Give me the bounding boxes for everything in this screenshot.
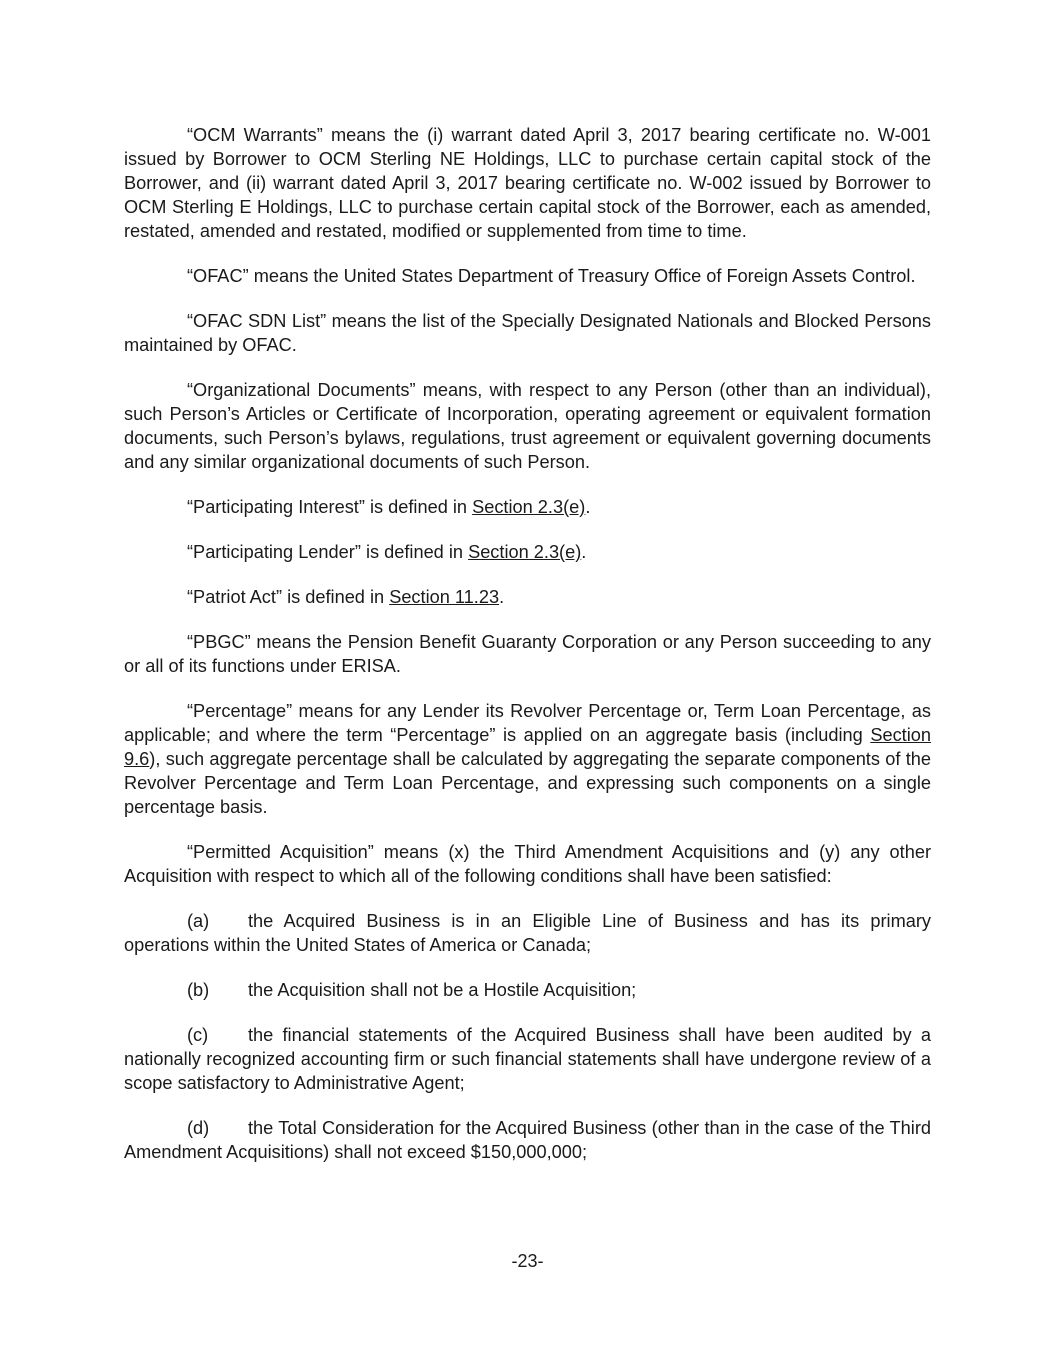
definition-percentage [124,699,931,819]
defined-term: “OCM Warrants” [187,125,323,145]
condition-text: the financial statements of the Acquired Business shall have been audited by a nationally recognized accounting firm or such financial statements shall have undergone review of a scope satisfactory to Administrative Agent; [124,1025,931,1093]
defined-term: “Participating Interest” [187,497,365,517]
definition-text-end: ), such aggregate percentage shall be calculated by aggregating the separate components of the Revolver Percentage and Term Loan Percentage, and expressing such components on a single percentage basis. [124,749,931,817]
defined-term: “Percentage” [187,701,293,721]
list-marker: (c) [187,1025,209,1045]
definition-text: means the list of the Specially Designated Nationals and Blocked Persons maintained by OFAC. [124,311,931,355]
definition-ofac-sdn-list [124,309,931,357]
definition-text: means (x) the Third Amendment Acquisitions and (y) any other Acquisition with respect to which all of the following conditions shall have been satisfied: [124,842,931,886]
condition-text: the Acquisition shall not be a Hostile Acquisition; [248,980,637,1000]
definition-organizational-documents [124,378,931,474]
definition-text-end: . [585,497,591,517]
defined-term: “OFAC” [187,266,249,286]
list-marker: (a) [187,911,210,931]
definition-text: is defined in [364,497,473,517]
list-marker: (b) [187,980,210,1000]
section-reference-link[interactable]: Section 2.3(e) [468,542,582,562]
definition-text-end: . [499,587,505,607]
definition-text: means the (i) warrant dated April 3, 2017 bearing certificate no. W-001 issued by Borrower to OCM Sterling NE Holdings, LLC to purchase certain capital stock of the Borrower, and (ii) warrant dated April 3, 2017 bearing certificate no. W-002 issued by Borrower to OCM Sterling E Holdings, LLC to purchase certain capital stock of the Borrower, each as amended, restated, amended and restated, modified or supplemented from time to time. [124,125,931,241]
definition-pbgc [124,630,931,678]
definition-text: means for any Lender its Revolver Percentage or, Term Loan Percentage, as applicable; and where the term “Percentage” is applied on an aggregate basis (including [124,701,931,745]
definition-text: is defined in [360,542,469,562]
defined-term: “Organizational Documents” [187,380,416,400]
condition-text: the Acquired Business is in an Eligible Line of Business and has its primary operations within the United States of America or Canada; [124,911,931,955]
definition-participating-lender [124,540,931,564]
section-reference-link[interactable]: Section 11.23 [389,587,500,607]
list-marker: (d) [187,1118,210,1138]
condition-text: the Total Consideration for the Acquired Business (other than in the case of the Third Amendment Acquisitions) shall not exceed $150,000,000; [124,1118,931,1162]
defined-term: “Participating Lender” [187,542,361,562]
definition-patriot-act [124,585,931,609]
definition-text: means the Pension Benefit Guaranty Corporation or any Person succeeding to any or all of its functions under ERISA. [124,632,931,676]
defined-term: “PBGC” [187,632,251,652]
definition-text-end: . [581,542,587,562]
definition-text: means, with respect to any Person (other than an individual), such Person’s Articles or Certificate of Incorporation, operating agreement or equivalent formation documents, such Person’s bylaws, regulations, trust agreement or equivalent governing documents and any similar organizational documents of such Person. [124,380,931,472]
definition-text: means the United States Department of Treasury Office of Foreign Assets Control. [248,266,916,286]
defined-term: “Patriot Act” [187,587,283,607]
condition-item-a [124,909,931,957]
page-number: -23- [511,1251,544,1271]
section-reference-link[interactable]: Section 2.3(e) [472,497,586,517]
condition-item-d [124,1116,931,1164]
definition-text: is defined in [282,587,390,607]
definition-ofac [124,264,931,288]
definition-participating-interest [124,495,931,519]
definition-permitted-acquisition [124,840,931,888]
defined-term: “OFAC SDN List” [187,311,327,331]
definition-ocm-warrants [124,123,931,243]
condition-item-c [124,1023,931,1095]
section-reference-link[interactable]: Section 9.6 [124,725,931,769]
defined-term: “Permitted Acquisition” [187,842,374,862]
document-body [124,123,931,1185]
condition-item-b [124,978,931,1002]
